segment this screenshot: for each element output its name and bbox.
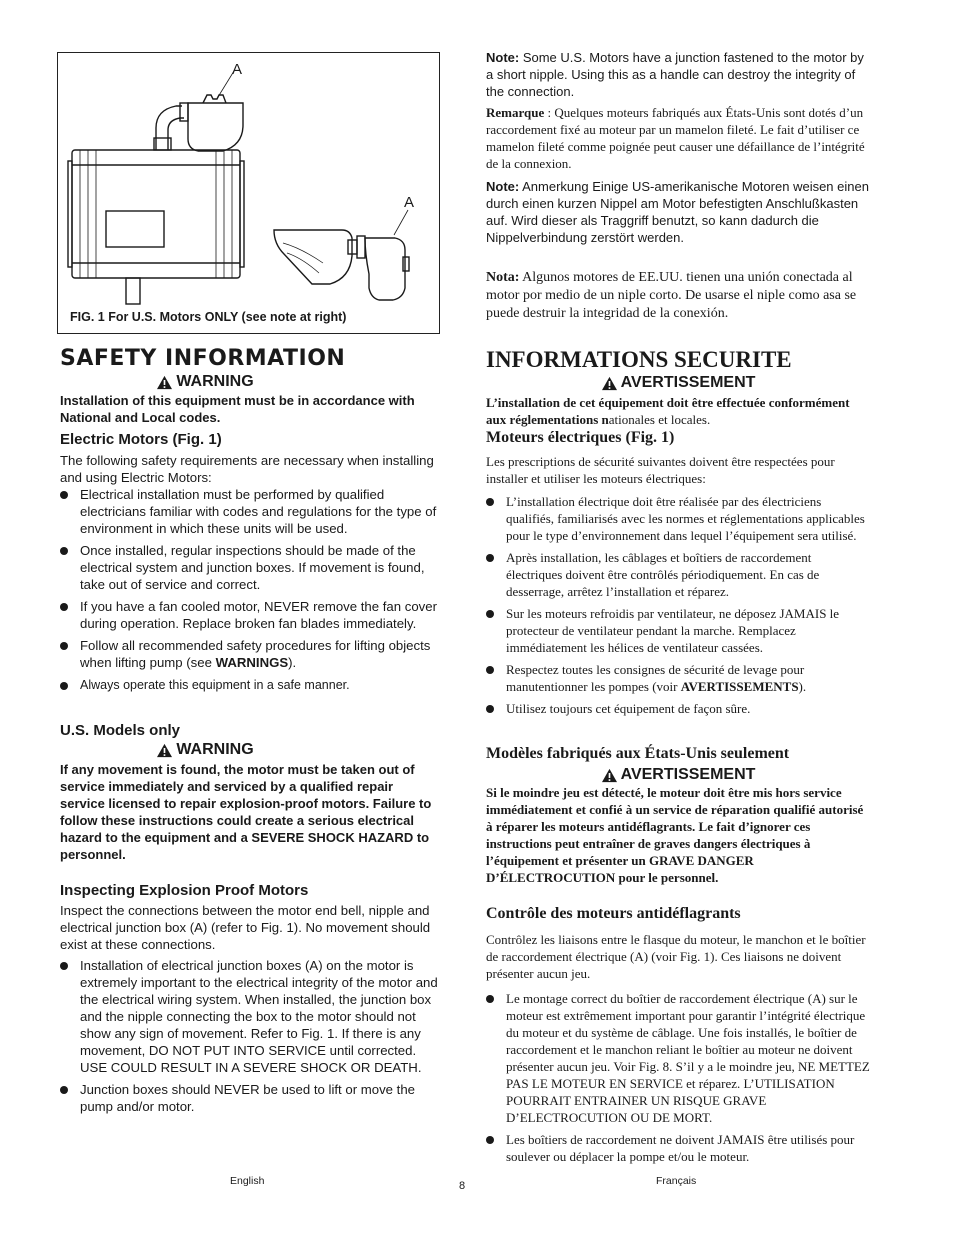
warning-icon [601, 376, 618, 391]
controle-intro: Contrôlez les liaisons entre le flasque du moteur, le manchon et le boîtier de raccordement électrique (A) (voir Fig. 1). Ces liaisons ne doivent présenter aucun jeu. [486, 932, 866, 981]
controle-heading: Contrôle des moteurs antidéflagrants [486, 905, 741, 922]
warning-icon [601, 768, 618, 783]
warning-label: AVERTISSEMENT [620, 766, 756, 783]
electric-bullets [60, 486, 440, 694]
avertissement-text-1 [486, 394, 870, 428]
warning-heading-2 [60, 741, 350, 759]
warning-rest: ationales et locales. [608, 412, 711, 427]
note-english [486, 49, 870, 100]
list-item: L’installation électrique doit être réalisée par des électriciens qualifiés, familiarisés avec les normes et réglementations applicables pour le type d’environnement dans lequel l’équipement sera utilisé. [486, 493, 870, 544]
list-item [60, 637, 440, 671]
figure-caption: FIG. 1 For U.S. Motors ONLY (see note at right) [70, 310, 347, 324]
motor-illustration [58, 53, 441, 335]
list-text: ). [288, 655, 297, 670]
warning-label: WARNING [176, 741, 254, 758]
electric-motors-intro: The following safety requirements are necessary when installing and using Electric Motors: [60, 453, 434, 485]
figure-1 [57, 52, 440, 334]
footer-language-french: Français [656, 1175, 697, 1187]
avertissement-text-2: Si le moindre jeu est détecté, le moteur doit être mis hors service immédiatement et confié à un service de réparation qualifié autorisé à réparer les moteurs antidéflagrants. Le fait d’ignorer ces instructions peut entraîner de graves dangers électriques à l’équipement et présenter un GRAVE DANGER D’ÉLECTROCUTION pour le personnel. [486, 785, 864, 885]
list-item: Le montage correct du boîtier de raccordement électrique (A) sur le moteur est extrêmement important pour garantir l’intégrité électrique du moteur et du système de câblage. Une fois installés, le boîtier de raccordement et le manchon reliant le boîtier au moteur ne doivent présenter aucun jeu. Voir Fig. 8. S’il y a le moindre jeu, NE METTEZ PAS LE MOTEUR EN SERVICE et réparez. L’UTILISATION POURRAIT ENTRAINER UN RISQUE GRAVE D’ELECTROCUTION OU DE MORT. [486, 990, 870, 1126]
list-text: Respectez toutes les consignes de sécurité de levage pour manutentionner les pompes (voir [506, 662, 805, 694]
list-item: Electrical installation must be performed by qualified electricians familiar with codes and regulations for the type of environment in which these units will be used. [60, 486, 440, 537]
list-item: Always operate this equipment in a safe manner. [60, 677, 440, 694]
electric-motors-heading: Electric Motors (Fig. 1) [60, 431, 222, 448]
list-item: Sur les moteurs refroidis par ventilateur, ne déposez JAMAIS le protecteur de ventilateur pendant la marche. Remplacez immédiatement les hélices de ventilateur cassées. [486, 605, 870, 656]
securite-title: INFORMATIONS SECURITE [486, 347, 792, 372]
moteurs-intro: Les prescriptions de sécurité suivantes doivent être respectées pour installer et utiliser les moteurs électriques: [486, 454, 835, 486]
moteurs-heading: Moteurs électriques (Fig. 1) [486, 429, 675, 446]
list-text: ). [798, 679, 807, 694]
note-label: Note: [486, 179, 520, 194]
note-label: Nota: [486, 270, 520, 285]
warning-icon [156, 743, 173, 758]
note-text: : Quelques moteurs fabriqués aux États-Unis sont dotés d’un raccordement fixé au moteur par un mamelon fileté. Le fait d’utiliser ce mamelon fileté comme poignée peut causer une défaillance de l’intégrité de la connexion. [486, 105, 865, 171]
note-german [486, 178, 870, 246]
warning-bold: L’installation de cet équipement doit être effectuée conformément aux réglementations n [486, 395, 850, 427]
list-item: Installation of electrical junction boxes (A) on the motor is extremely important to the electrical integrity of the motor and the electrical wiring system. When installed, the junction box and the nipple connecting the box to the motor should not show any sign of movement. Refer to Fig. 1. If there is any movement, DO NOT PUT INTO SERVICE until corrected. USE COULD RESULT IN A SEVERE SHOCK OR DEATH. [60, 957, 440, 1076]
warning-label: WARNING [176, 373, 254, 390]
list-bold: WARNINGS [215, 655, 289, 670]
list-item: Utilisez toujours cet équipement de façon sûre. [486, 700, 870, 717]
list-bold: AVERTISSEMENTS [680, 679, 799, 694]
note-label: Remarque [486, 105, 545, 120]
note-text: Some U.S. Motors have a junction fastened to the motor by a short nipple. Using this as a handle can destroy the integrity of the connection. [486, 50, 864, 99]
safety-title: SAFETY INFORMATION [60, 346, 346, 371]
page-number: 8 [459, 1180, 466, 1192]
note-french [486, 104, 870, 172]
list-item [486, 661, 870, 695]
moteurs-bullets [486, 493, 870, 717]
warning-label: AVERTISSEMENT [620, 374, 756, 391]
inspect-bullets [60, 957, 440, 1115]
inspect-intro: Inspect the connections between the motor end bell, nipple and electrical junction box (A) (refer to Fig. 1). No movement should exist at these connections. [60, 903, 431, 952]
list-text: Follow all recommended safety procedures for lifting objects when lifting pump (see [80, 638, 431, 670]
note-text: Anmerkung Einige US-amerikanische Motoren weisen einen durch einen kurzen Nippel am Motor befestigten Anschlußkasten auf. Wird dieser als Traggriff benutzt, so kann dadurch die Nippelverbindung zerstört werden. [486, 179, 869, 245]
warning-text-1: Installation of this equipment must be in accordance with National and Local codes. [60, 393, 415, 425]
label-a-right: A [404, 194, 415, 211]
us-models-heading: U.S. Models only [60, 722, 181, 739]
footer-language-english: English [230, 1175, 265, 1187]
list-item: Après installation, les câblages et boîtiers de raccordement électriques doivent être contrôlés périodiquement. En cas de desserrage, arrêtez l’installation et réparez. [486, 549, 870, 600]
note-spanish [486, 269, 870, 323]
list-item: Les boîtiers de raccordement ne doivent JAMAIS être utilisés pour soulever ou déplacer la pompe et/ou le moteur. [486, 1131, 870, 1165]
label-a-top: A [232, 61, 243, 78]
modeles-heading: Modèles fabriqués aux États-Unis seulement [486, 745, 790, 762]
controle-bullets [486, 990, 870, 1165]
note-label: Note: [486, 50, 520, 65]
avertissement-heading-2 [486, 766, 870, 784]
warning-icon [156, 375, 173, 390]
warning-heading-1 [60, 373, 350, 391]
note-text: Algunos motores de EE.UU. tienen una unión conectada al motor por medio de un niple corto. De usarse el niple como asa se puede destruir la integridad de la conexión. [486, 270, 857, 321]
avertissement-heading-1 [486, 374, 870, 392]
warning-text-2: If any movement is found, the motor must be taken out of service immediately and serviced by a qualified repair service licensed to repair explosion-proof motors. Failure to follow these instructions could create a serious electrical hazard to the equipment and a SEVERE SHOCK HAZARD to personnel. [60, 762, 432, 862]
list-item: Once installed, regular inspections should be made of the electrical system and junction boxes. If movement is found, take out of service and correct. [60, 542, 440, 593]
list-item: Junction boxes should NEVER be used to lift or move the pump and/or motor. [60, 1081, 440, 1115]
list-item: If you have a fan cooled motor, NEVER remove the fan cover during operation. Replace broken fan blades immediately. [60, 598, 440, 632]
inspect-heading: Inspecting Explosion Proof Motors [60, 882, 309, 899]
